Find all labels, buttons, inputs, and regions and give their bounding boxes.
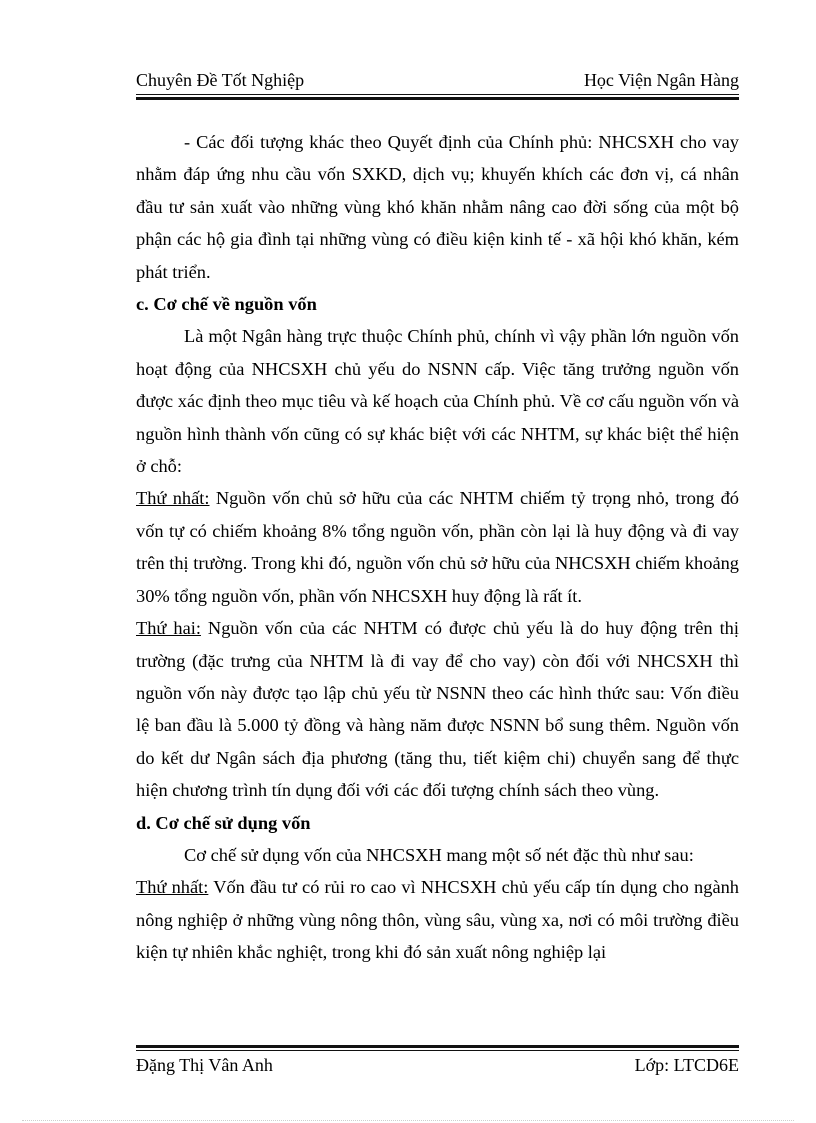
footer-class: Lớp: LTCD6E [634, 1055, 739, 1075]
footer-rule-thick [136, 1045, 739, 1048]
paragraph-other-subjects: - Các đối tượng khác theo Quyết định của Chính phủ: NHCSXH cho vay nhằm đáp ứng nhu cầu vốn SXKD, dịch vụ; khuyến khích các đơn vị, cá nhân đầu tư sản xuất vào những vùng khó khăn nhằm nâng cao đời sống của một bộ phận các hộ gia đình tại những vùng có điều kiện kinh tế - xã hội khó khăn, kém phát triển. [136, 132, 739, 282]
header-rule-thick [136, 97, 739, 100]
document-body [136, 126, 739, 969]
paragraph-usage-intro: Cơ chế sử dụng vốn của NHCSXH mang một số nét đặc thù như sau: [184, 844, 694, 865]
header-rule-thin [136, 94, 739, 95]
paragraph-capital-intro: Là một Ngân hàng trực thuộc Chính phủ, chính vì vậy phần lớn nguồn vốn hoạt động của NHCSXH chủ yếu do NSNN cấp. Việc tăng trưởng nguồn vốn được xác định theo mục tiêu và kế hoạch của Chính phủ. Về cơ cấu nguồn vốn và nguồn hình thành vốn cũng có sự khác biệt với các NHTM, sự khác biệt thể hiện ở chỗ: [136, 326, 739, 477]
heading-capital-mechanism: c. Cơ chế về nguồn vốn [136, 294, 317, 315]
footer-author: Đặng Thị Vân Anh [136, 1055, 273, 1075]
page-header [136, 68, 739, 92]
page-bottom-dotted-line [22, 1120, 794, 1121]
second-point-label: Thứ hai: [136, 618, 201, 639]
first-point-label: Thứ nhất: [136, 488, 210, 509]
page-footer [136, 1053, 739, 1077]
paragraph-first-point [136, 482, 739, 612]
paragraph-second-point [136, 612, 739, 806]
paragraph-usage-first-point [136, 871, 739, 968]
footer-rule-thin [136, 1050, 739, 1051]
usage-first-point-label: Thứ nhất: [136, 877, 209, 898]
heading-capital-usage: d. Cơ chế sử dụng vốn [136, 812, 311, 833]
second-point-text: Nguồn vốn của các NHTM có được chủ yếu là do huy động trên thị trường (đặc trưng của NHTM là đi vay để cho vay) còn đối với NHCSXH thì nguồn vốn này được tạo lập chủ yếu từ NSNN theo các hình thức sau: Vốn điều lệ ban đầu là 5.000 tỷ đồng và hàng năm được NSNN bổ sung thêm. Nguồn vốn do kết dư Ngân sách địa phương (tăng thu, tiết kiệm chi) chuyển sang để thực hiện chương trình tín dụng đối với các đối tượng chính sách theo vùng. [136, 618, 739, 801]
usage-first-point-text: Vốn đầu tư có rủi ro cao vì NHCSXH chủ yếu cấp tín dụng cho ngành nông nghiệp ở những vùng nông thôn, vùng sâu, vùng xa, nơi có môi trường điều kiện tự nhiên khắc nghiệt, trong khi đó sản xuất nông nghiệp lại [136, 877, 739, 963]
header-title-left: Chuyên Đề Tốt Nghiệp [136, 70, 305, 90]
first-point-text: Nguồn vốn chủ sở hữu của các NHTM chiếm tỷ trọng nhỏ, trong đó vốn tự có chiếm khoảng 8% tổng nguồn vốn, phần còn lại là huy động và đi vay trên thị trường. Trong khi đó, nguồn vốn chủ sở hữu của NHCSXH chiếm khoảng 30% tổng nguồn vốn, phần vốn NHCSXH huy động là rất ít. [136, 488, 739, 606]
header-title-right: Học Viện Ngân Hàng [583, 70, 739, 90]
